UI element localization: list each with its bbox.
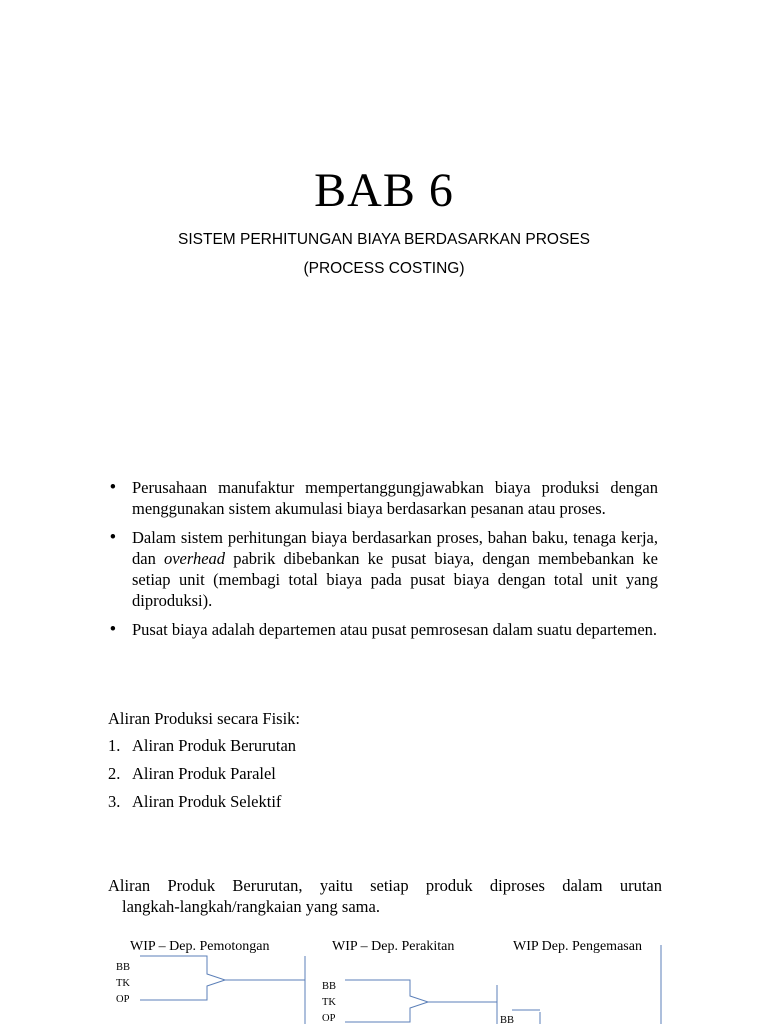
input-label: OP (116, 994, 130, 1005)
bullet-icon: • (110, 478, 116, 496)
input-label: BB (116, 962, 131, 973)
bullet-list (108, 477, 658, 648)
input-label: BB (322, 981, 337, 992)
department-label-packaging: WIP Dep. Pengemasan (513, 939, 642, 954)
flow-item-number: 1. (108, 736, 121, 755)
input-label: BB (500, 1015, 515, 1026)
flow-item-label: Aliran Produk Berurutan (132, 736, 297, 755)
bullet-text: Perusahaan manufaktur mempertanggungjawabkan biaya produksi dengan menggunakan sistem akumulasi biaya berdasarkan pesanan atau proses. (132, 478, 658, 518)
flow-item-number: 3. (108, 792, 121, 811)
bullet-icon: • (110, 620, 116, 638)
chapter-title: BAB 6 (314, 164, 454, 217)
department-label-assembly: WIP – Dep. Perakitan (332, 939, 455, 954)
flow-list (108, 735, 296, 819)
flow-item (108, 763, 296, 791)
flow-item-number: 2. (108, 764, 121, 783)
department-label-cutting: WIP – Dep. Pemotongan (130, 939, 270, 954)
flow-item-label: Aliran Produk Paralel (132, 764, 276, 783)
bullet-text-italic: overhead (163, 549, 226, 568)
bullet-item (108, 527, 658, 611)
bullet-text: Pusat biaya adalah departemen atau pusat pemrosesan dalam suatu departemen. (132, 620, 658, 639)
bullet-text-before: Dalam sistem perhitungan biaya berdasarkan proses, bahan baku, tenaga kerja, dan (132, 528, 658, 568)
input-label: TK (322, 997, 336, 1008)
bullet-icon: • (110, 528, 116, 546)
flow-item (108, 735, 296, 763)
flow-item-label: Aliran Produk Selektif (132, 792, 282, 811)
paragraph-line: langkah-langkah/rangkaian yang sama. (122, 897, 380, 916)
flow-heading: Aliran Produksi secara Fisik: (108, 709, 301, 728)
sequential-flow-paragraph (108, 875, 662, 917)
flow-item (108, 791, 296, 819)
chapter-subtitle: SISTEM PERHITUNGAN BIAYA BERDASARKAN PROSES (178, 231, 590, 248)
input-label: TK (116, 978, 130, 989)
chapter-subtitle-english: (PROCESS COSTING) (303, 260, 465, 277)
bullet-text-after: pabrik dibebankan ke pusat biaya, dengan membebankan ke setiap unit (membagi total biaya pada pusat biaya dengan total unit yang diproduksi). (132, 549, 659, 610)
paragraph-line: Aliran Produk Berurutan, yaitu setiap produk diproses dalam urutan (108, 876, 662, 895)
bullet-item (108, 619, 658, 640)
input-label: OP (322, 1013, 336, 1024)
bullet-item (108, 477, 658, 519)
